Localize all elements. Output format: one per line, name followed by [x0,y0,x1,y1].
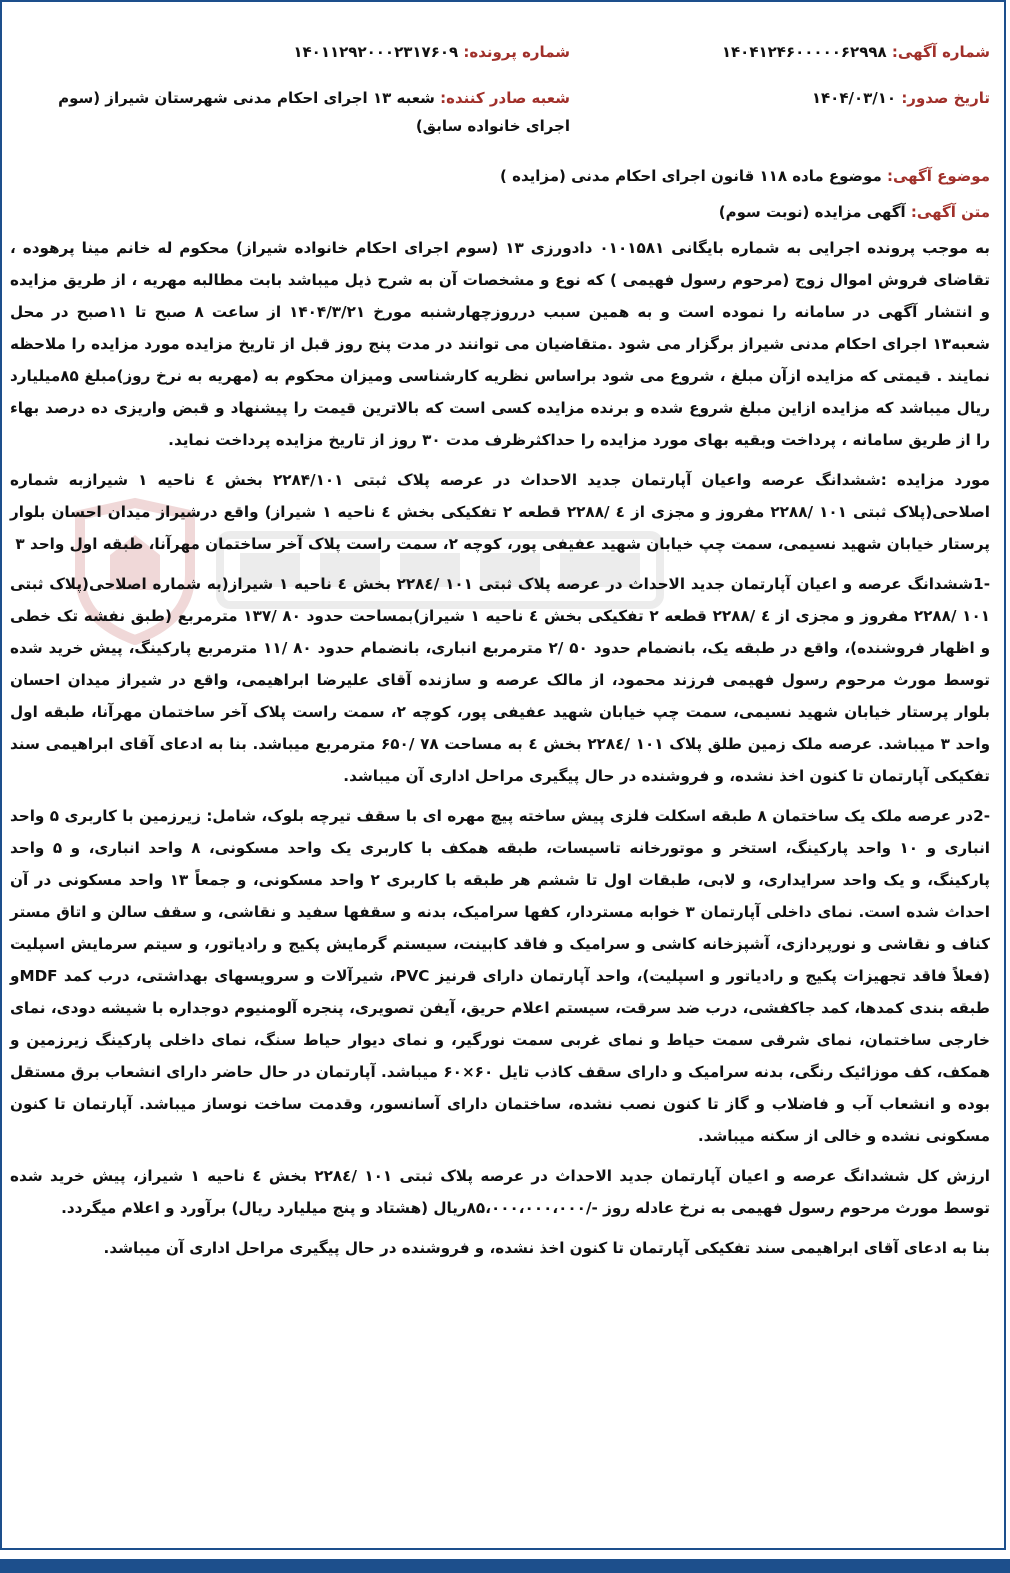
notice-text-value: آگهی مزایده (نوبت سوم) [718,203,906,221]
notice-text-title [10,198,990,226]
notice-content [10,38,990,1272]
issue-date-label: تاریخ صدور: [901,89,990,107]
case-number-value: ۱۴۰۱۱۲۹۲۰۰۰۲۳۱۷۶۰۹ [293,43,459,61]
notice-subject-label: موضوع آگهی: [886,167,990,185]
notice-text-label: متن آگهی: [910,203,990,221]
paragraph-valuation: ارزش کل ششدانگ عرصه و اعیان آپارتمان جدید الاحداث در عرصه پلاک ثبتی ۱۰۱ /۲۲۸٤ بخش ٤ ناحیه ۱ شیراز، پیش خرید شده توسط مورث مرحوم رسول فهیمی به نرخ عادله روز -/۸۵،۰۰۰،۰۰۰،۰۰۰ریال (هشتاد و پنج میلیارد ریال) برآورد و اعلام میگردد. [10,1167,990,1217]
issue-date [570,84,990,140]
notice-number-label: شماره آگهی: [891,43,990,61]
issuer-value: شعبه ۱۳ اجرای احکام مدنی شهرستان شیراز (سوم اجرای خانواده سابق) [58,89,570,135]
bottom-bar [0,1559,1010,1573]
issue-date-value: ۱۴۰۴/۰۳/۱۰ [811,89,897,107]
paragraph-auction-item: مورد مزایده :ششدانگ عرصه واعیان آپارتمان جدید الاحداث در عرصه پلاک ثبتی ۲۲۸۴/۱۰۱ بخش ٤ ناحیه ۱ شیرازبه شماره اصلاحی(پلاک ثبتی ۱۰۱ /۲۲۸۸ مفروز و مجزی از ٤ /۲۲۸۸ قطعه ۲ تفکیکی بخش ٤ ناحیه ۱ شیراز) واقع درشیراز میدان احسان بلوار پرستار خیابان شهید نسیمی، سمت چپ خیابان شهید عفیفی پور، کوچه ۲، سمت راست پلاک آخر ساختمان مهرآنا، طبقه اول واحد ۳ [10,471,991,553]
meta-row-1 [10,38,990,66]
case-number [10,38,570,66]
issuer-label: شعبه صادر کننده: [440,89,570,107]
notice-subject [10,162,990,190]
issuer [10,84,570,140]
paragraph-item-2: -2در عرصه ملک یک ساختمان ۸ طبقه اسکلت فلزی پیش ساخته پیچ مهره ای با سقف تیرچه بلوک، شامل: زیرزمین با کاربری ۵ واحد انباری و ۱۰ واحد پارکینگ، استخر و موتورخانه تاسیسات، طبقه همکف با کاربری یک واحد مسکونی، ۸ واحد انباری، و ۵ واحد پارکینگ، و یک واحد سرایداری، و لابی، طبقات اول تا ششم هر طبقه با کاربری ۲ واحد مسکونی، و جمعاً ۱۳ واحد مسکونی در آن احداث شده است. نمای داخلی آپارتمان ۳ خوابه مستردار، کفها سرامیک، بدنه و سقفها سفید و نقاشی، و سقف سالن و اتاق مستر کناف و نقاشی و نورپردازی، آشپزخانه کاشی و سرامیک و فاقد کابینت، سیستم گرمایش پکیج و رادیاتور، و سیتم سرمایش اسپلیت (فعلاً فاقد تجهیزات پکیج و رادیاتور و اسپلیت)، واحد آپارتمان دارای قرنیز PVC، شیرآلات و سرویسهای بهداشتی، درب کمد MDFو طبقه بندی کمدها، کمد جاکفشی، درب ضد سرقت، سیستم اعلام حریق، آیفن تصویری، پنجره آلومنیوم دوجداره با شیشه دودی، نمای خارجی ساختمان، نمای شرقی سمت حیاط و نمای غربی سمت نورگیر، و نمای دیوار حیاط سنگ، نمای داخلی پارکینگ زیرزمین و همکف، کف موزائیک رنگی، بدنه سرامیک و دارای سقف کاذب تایل ۶۰×۶۰ میباشد. آپارتمان در حال حاضر دارای انشعاب برق مستقل بوده و انشعاب آب و فاضلاب و گاز تا کنون نصب نشده، ساختمان دارای آسانسور، وقدمت ساخت نوساز میباشد. آپارتمان تا کنون مسکونی نشده و خالی از سکنه میباشد. [10,807,990,1145]
paragraph-intro: به موجب پرونده اجرایی به شماره بایگانی ۰۱۰۱۵۸۱ دادورزی ۱۳ (سوم اجرای احکام خانواده شیراز) محکوم له خانم مینا پرهوده ، تقاضای فروش اموال زوج (مرحوم رسول فهیمی ) که نوع و مشخصات آن به شرح ذیل میباشد بابت مطالبه مهریه ، از طریق مزایده و انتشار آگهی در سامانه را نموده است و به همین سبب درروزچهارشنبه مورخ ۱۴۰۴/۳/۲۱ از ساعت ۸ صبح تا ۱۱صبح در محل شعبه۱۳ اجرای احکام مدنی شیراز برگزار می شود .متقاضیان می توانند در مدت پنج روز قبل از تاریخ مزایده مورد مزایده را ملاحظه نمایند . قیمتی که مزایده ازآن مبلغ ، شروع می شود براساس نظریه کارشناسی ومیزان محکوم به (مهریه به نرخ روز)مبلغ ۸۵میلیارد ریال میباشد که مزایده ازاین مبلغ شروع شده و برنده مزایده کسی است که بالاترین قیمت را پیشنهاد و قبض واریزی ده درصد بهاء را از طریق سامانه ، پرداخت وبقیه بهای مورد مزایده را حداکثرظرف مدت ۳۰ روز از تاریخ مزایده پرداخت نماید. [10,239,991,449]
notice-subject-value: موضوع ماده ۱۱۸ قانون اجرای احکام مدنی (مزایده ) [500,167,882,185]
case-number-label: شماره پرونده: [463,43,570,61]
paragraph-item-1: -1ششدانگ عرصه و اعیان آپارتمان جدید الاحداث در عرصه پلاک ثبتی ۱۰۱ /۲۲۸٤ بخش ٤ ناحیه ۱ شیراز(به شماره اصلاحی(پلاک ثبتی ۱۰۱ /۲۲۸۸ مفروز و مجزی از ٤ /۲۲۸۸ قطعه ۲ تفکیکی بخش ٤ ناحیه ۱ شیراز)بمساحت حدود ۸۰ /۱۳۷ مترمربع (طبق نفشه تک خطی و اظهار فروشنده)، واقع در طبقه یک، بانضمام حدود ۵۰ /۲ مترمربع انباری، بانضمام حدود ۸۰ /۱۱ مترمربع پارکینگ، پیش خرید شده توسط مورث مرحوم رسول فهیمی فرزند محمود، از مالک عرصه و سازنده آقای علیرضا ابراهیمی، واقع در شیراز میدان احسان بلوار پرستار خیابان شهید نسیمی، سمت چپ خیابان شهید عفیفی پور، کوچه ۲، سمت راست پلاک آخر ساختمان مهرآنا، طبقه اول واحد ۳ میباشد. عرصه ملک زمین طلق پلاک ۱۰۱ /۲۲۸٤ بخش ٤ به مساحت ۷۸ /۶۵۰ مترمربع میباشد. بنا به ادعای آقای ابراهیمی سند تفکیکی آپارتمان تا کنون اخذ نشده، و فروشنده در حال پیگیری مراحل اداری آن میباشد. [10,575,991,785]
notice-number-value: ۱۴۰۴۱۲۴۶۰۰۰۰۰۶۲۹۹۸ [721,43,887,61]
notice-number [570,38,990,66]
paragraph-closing: بنا به ادعای آقای ابراهیمی سند تفکیکی آپارتمان تا کنون اخذ نشده، و فروشنده در حال پیگیری مراحل اداری آن میباشد. [103,1239,990,1257]
meta-row-2 [10,84,990,140]
